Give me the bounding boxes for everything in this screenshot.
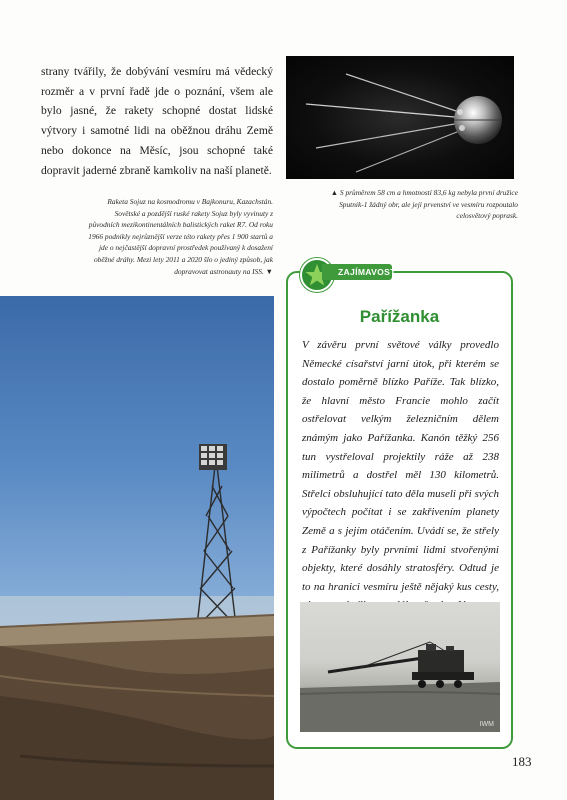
sputnik-photo [286,56,514,179]
baikonur-illustration [0,296,274,800]
caption-soyuz: Raketa Sojuz na kosmodromu v Bajkonuru, Kazachstán. Sovětské a pozdější ruské rakety Sojuz byly vyvinuty z původních mezikontinentálních balistických raket R7. Od roku 1966 podnikly nejrůznější verze této rakety přes 1 900 startů a jde o nejčastější dopravní prostředek používaný k dosažení oběžné dráhy. Mezi lety 2011 a 2020 šlo o jediný způsob, jak dopravovat astronauty na ISS. ▼ [88,197,273,276]
interest-banner: ZAJÍMAVOST [322,264,392,280]
box-text: V závěru první světové války provedlo Německé císařství jarní útok, při kterém se dostalo poměrně blízko Paříže. Tak blízko, že hlavní město Francie mohlo začít ostřelovat velkým železničním dělem známým jako Pařížanka. Kanón těžký 256 tun vystřeloval projektily ráže až 238 milimetrů a dostřel měl 130 kilometrů. Střelci obsluhující tato děla museli při svých výpočtech počítat i se zakřivením planety Země a s jejím otáčením. Uvádí se, že střely z Pařížanky byly prvními lidmi stvořenými objekty, které dosáhly stratosféry. Odtud je to na hranici vesmíru ještě nějaký kus cesty, [302,339,499,593]
paris-gun-photo [300,602,500,732]
sputnik-illustration [286,56,514,179]
baikonur-photo [0,296,274,800]
box-title: Pařížanka [359,307,440,326]
body-paragraph: strany tvářily, že dobývání vesmíru má vědecký rozměr a v první řadě jde o poznání, všem ale bylo jasné, že rakety schopné dostat lidské výtvory i samotné lidi na oběžnou dráhu Země nebo dokonce na Měsíc, jsou schopné také dopravit jaderné zbraně kamkoliv na naší planetě. [41,65,273,177]
page-number: 183 [512,754,532,769]
photo-watermark: IWM [479,721,494,728]
paris-gun-illustration [300,602,500,732]
caption-sputnik: ▲ S průměrem 58 cm a hmotností 83,6 kg nebyla první družice Sputnik-1 žádný obr, ale její prvenství ve vesmíru rozpoutalo celosvětový poprask. [330,188,518,221]
